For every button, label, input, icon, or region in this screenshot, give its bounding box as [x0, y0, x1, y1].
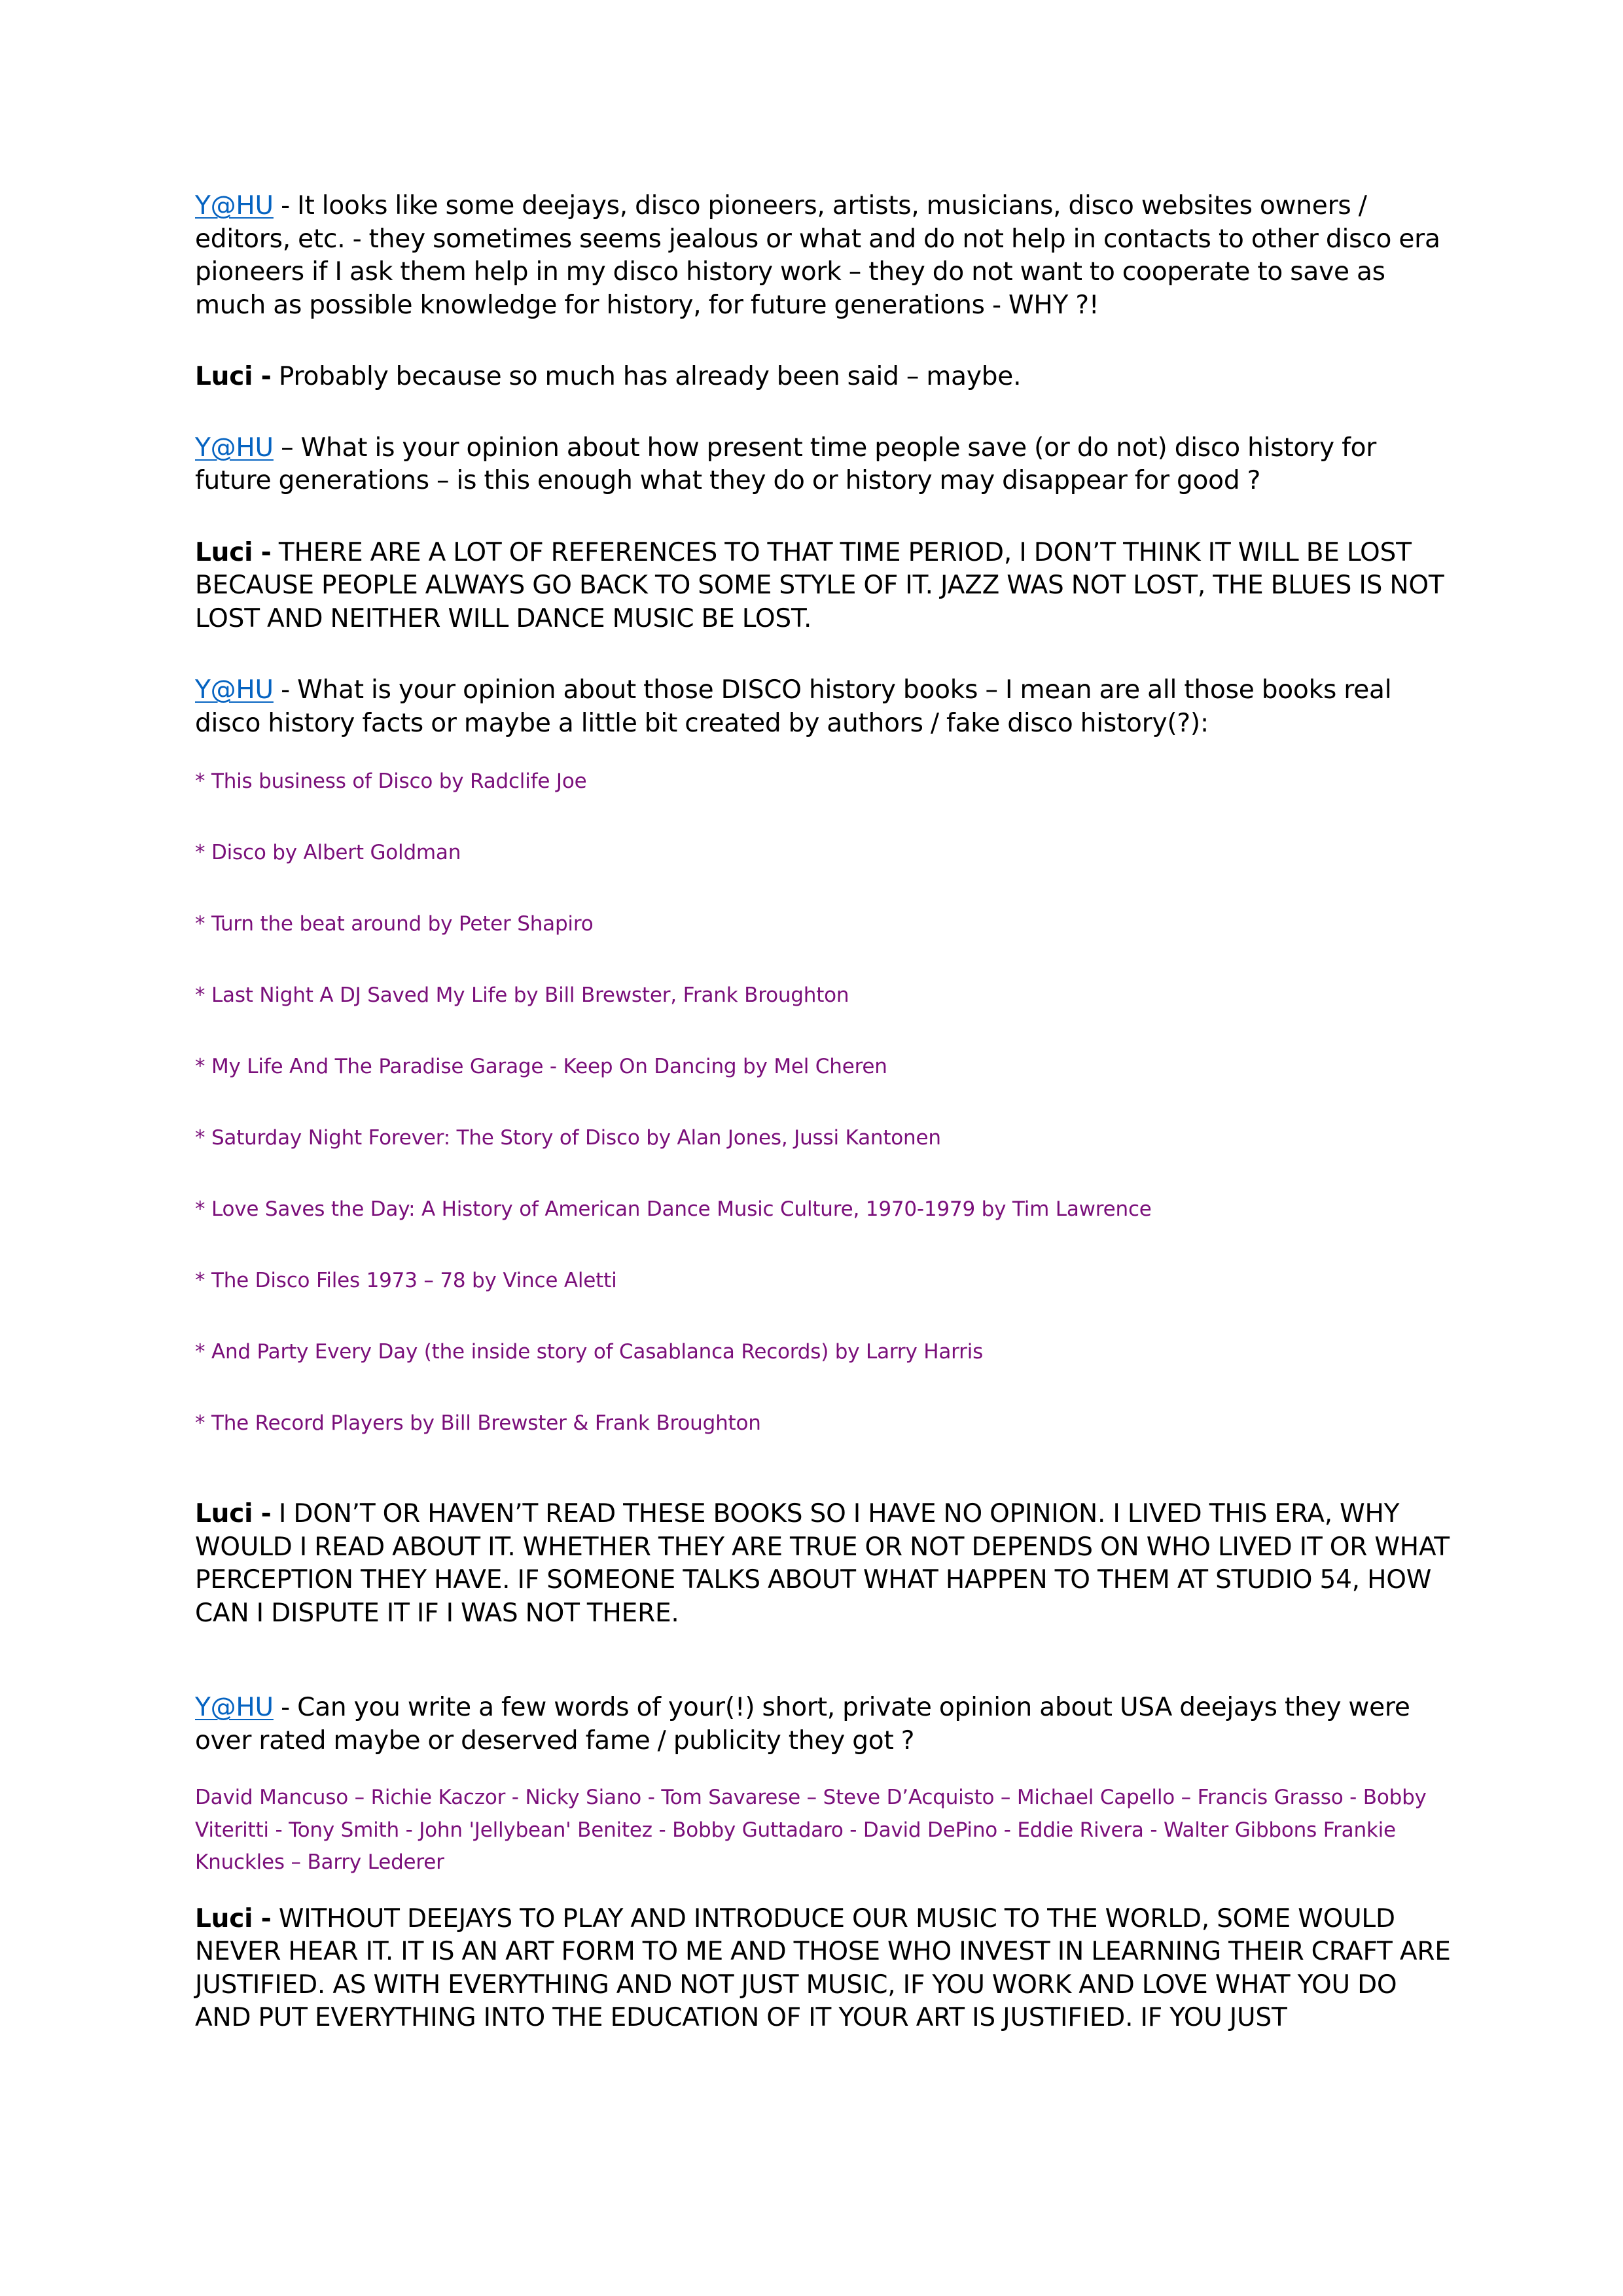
deejay-list: David Mancuso – Richie Kaczor - Nicky Siano - Tom Savarese – Steve D’Acquisto – Michael Capello – Francis Grasso - Bobby Viteritti - Tony Smith - John 'Jellybean' Benitez - Bobby Guttadaro - David DePino - Eddie Rivera - Walter Gibbons Frankie Knuckles – Barry Lederer [195, 1786, 1427, 1874]
question-3-text: - What is your opinion about those DISCO history books – I mean are all those books real disco history facts or maybe a little bit created by authors / fake disco history(?): [195, 675, 1392, 738]
interviewer-link[interactable]: Y@HU [195, 1693, 274, 1722]
answer-3-text: I DON’T OR HAVEN’T READ THESE BOOKS SO I HAVE NO OPINION. I LIVED THIS ERA, WHY WOULD I READ ABOUT IT. WHETHER THEY ARE TRUE OR NOT DEPENDS ON WHO LIVED IT OR WHAT PERCEPTION THEY HAVE. IF SOMEONE TALKS ABOUT WHAT HAPPEN TO THEM AT STUDIO 54, HOW CAN I DISPUTE IT IF I WAS NOT THERE. [195, 1499, 1450, 1628]
responder-label: Luci - [195, 362, 272, 391]
answer-1 [195, 361, 1452, 394]
answer-4 [195, 1903, 1452, 2035]
list-item: * Turn the beat around by Peter Shapiro [195, 912, 594, 936]
list-item: * Disco by Albert Goldman [195, 841, 461, 864]
list-item: * The Disco Files 1973 – 78 by Vince Aletti [195, 1269, 617, 1292]
book-list [195, 768, 1452, 1436]
interviewer-link[interactable]: Y@HU [195, 675, 274, 705]
responder-label: Luci - [195, 1903, 272, 1934]
answer-4-text: WITHOUT DEEJAYS TO PLAY AND INTRODUCE OUR MUSIC TO THE WORLD, SOME WOULD NEVER HEAR IT. IT IS AN ART FORM TO ME AND THOSE WHO INVEST IN LEARNING THEIR CRAFT ARE JUSTIFIED. AS WITH EVERYTHING AND NOT JUST MUSIC, IF YOU WORK AND LOVE WHAT YOU DO AND PUT EVERYTHING INTO THE EDUCATION OF IT YOUR ART IS JUSTIFIED. IF YOU JUST [195, 1903, 1451, 2032]
answer-1-text: Probably because so much has already been said – maybe. [271, 362, 1022, 391]
answer-2-text: THERE ARE A LOT OF REFERENCES TO THAT TIME PERIOD, I DON’T THINK IT WILL BE LOST BECAUSE PEOPLE ALWAYS GO BACK TO SOME STYLE OF IT. JAZZ WAS NOT LOST, THE BLUES IS NOT LOST AND NEITHER WILL DANCE MUSIC BE LOST. [195, 537, 1444, 633]
question-2-text: – What is your opinion about how present time people save (or do not) disco history for future generations – is this enough what they do or history may disappear for good ? [195, 433, 1377, 495]
interviewer-link[interactable]: Y@HU [195, 433, 274, 463]
list-item: * Love Saves the Day: A History of American Dance Music Culture, 1970-1979 by Tim Lawrence [195, 1197, 1152, 1221]
question-1-text: - It looks like some deejays, disco pioneers, artists, musicians, disco websites owners / editors, etc. - they sometimes seems jealous or what and do not help in contacts to other disco era pioneers if I ask them help in my disco history work – they do not want to cooperate to save as much as possible knowledge for history, for future generations - WHY ?! [195, 191, 1440, 320]
question-1 [195, 190, 1452, 322]
answer-2 [195, 537, 1452, 636]
question-4 [195, 1691, 1452, 1757]
list-item: * The Record Players by Bill Brewster & Frank Broughton [195, 1411, 761, 1435]
interviewer-link[interactable]: Y@HU [195, 191, 274, 221]
list-item: * Last Night A DJ Saved My Life by Bill Brewster, Frank Broughton [195, 983, 849, 1007]
responder-label: Luci - [195, 537, 272, 567]
question-3 [195, 674, 1452, 740]
question-2 [195, 432, 1452, 498]
document-body [195, 190, 1452, 2035]
list-item: * And Party Every Day (the inside story of Casablanca Records) by Larry Harris [195, 1340, 984, 1364]
responder-label: Luci - [195, 1499, 272, 1528]
list-item: * Saturday Night Forever: The Story of Disco by Alan Jones, Jussi Kantonen [195, 1126, 941, 1150]
list-item: * My Life And The Paradise Garage - Keep On Dancing by Mel Cheren [195, 1055, 887, 1078]
list-item: * This business of Disco by Radclife Joe [195, 769, 587, 793]
answer-3 [195, 1498, 1452, 1630]
question-4-text: - Can you write a few words of your(!) short, private opinion about USA deejays they were over rated maybe or deserved fame / publicity they got ? [195, 1693, 1410, 1756]
